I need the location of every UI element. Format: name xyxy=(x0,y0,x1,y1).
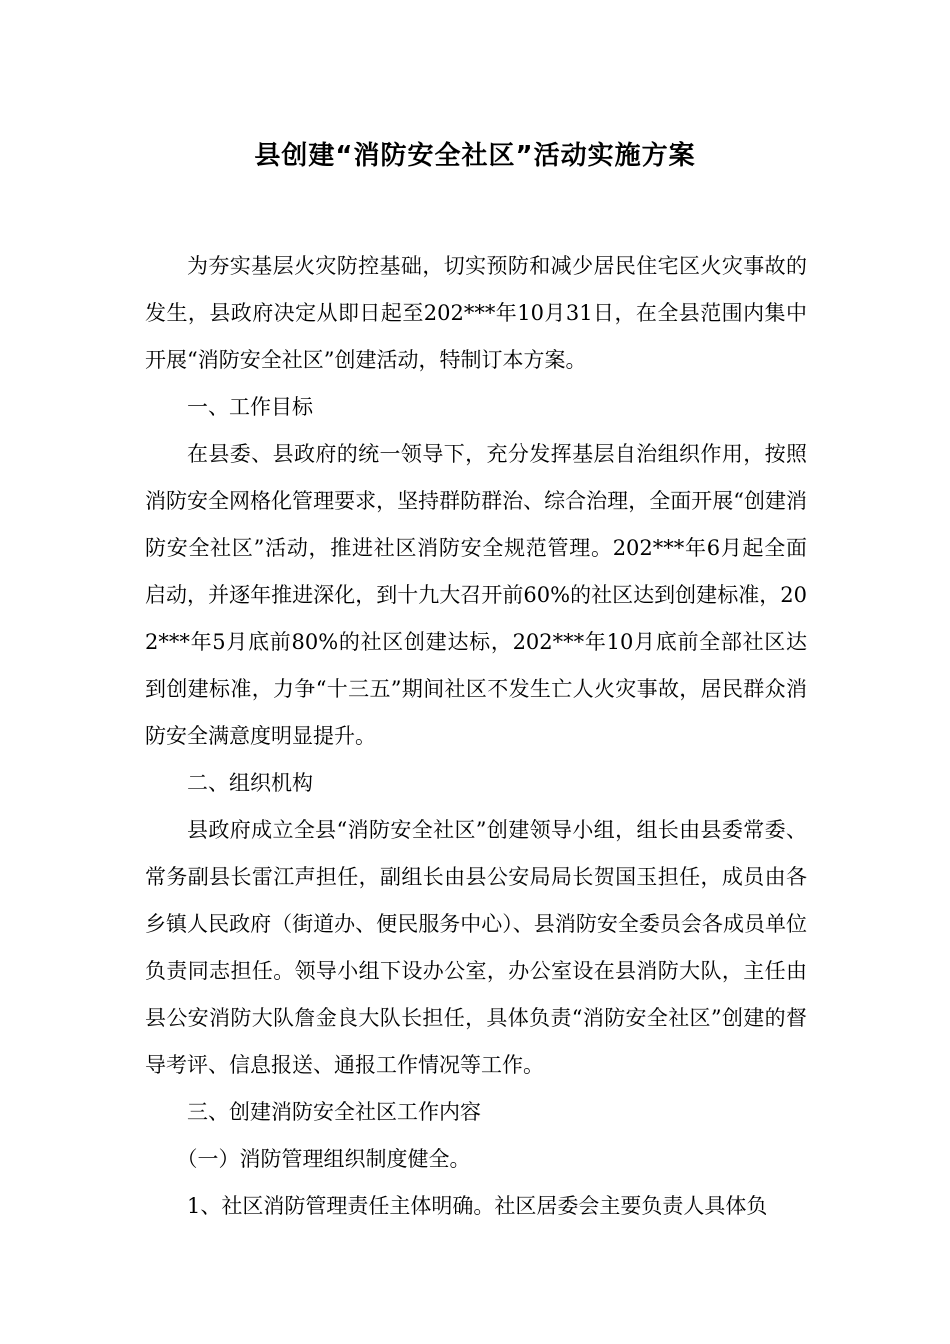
document-body xyxy=(145,243,807,1230)
subsection-heading-system: （一）消防管理组织制度健全。 xyxy=(176,1147,471,1171)
section-heading-organization: 二、组织机构 xyxy=(187,771,313,795)
section-heading-goals: 一、工作目标 xyxy=(187,395,313,419)
item-paragraph-1: 1、社区消防管理责任主体明确。社区居委会主要负责人具体负 xyxy=(187,1194,768,1218)
goals-paragraph: 在县委、县政府的统一领导下，充分发挥基层自治组织作用，按照消防安全网格化管理要求，坚持群防群治、综合治理，全面开展“创建消防安全社区”活动，推进社区消防安全规范管理。202***年6月起全面启动，并逐年推进深化，到十九大召开前60%的社区达到创建标准，202***年5月底前80%的社区创建达标，202***年10月底前全部社区达到创建标准，力争“十三五”期间社区不发生亡人火灾事故，居民群众消防安全满意度明显提升。 xyxy=(145,442,807,748)
organization-paragraph: 县政府成立全县“消防安全社区”创建领导小组，组长由县委常委、常务副县长雷江声担任，副组长由县公安局局长贺国玉担任，成员由各乡镇人民政府（街道办、便民服务中心）、县消防安全委员会各成员单位负责同志担任。领导小组下设办公室，办公室设在县消防大队，主任由县公安消防大队詹金良大队长担任，具体负责“消防安全社区”创建的督导考评、信息报送、通报工作情况等工作。 xyxy=(145,818,807,1077)
document-title: 县创建“消防安全社区”活动实施方案 xyxy=(254,141,696,171)
intro-paragraph: 为夯实基层火灾防控基础，切实预防和减少居民住宅区火灾事故的发生，县政府决定从即日起至202***年10月31日，在全县范围内集中开展“消防安全社区”创建活动，特制订本方案。 xyxy=(145,254,807,372)
section-heading-content: 三、创建消防安全社区工作内容 xyxy=(187,1100,481,1124)
